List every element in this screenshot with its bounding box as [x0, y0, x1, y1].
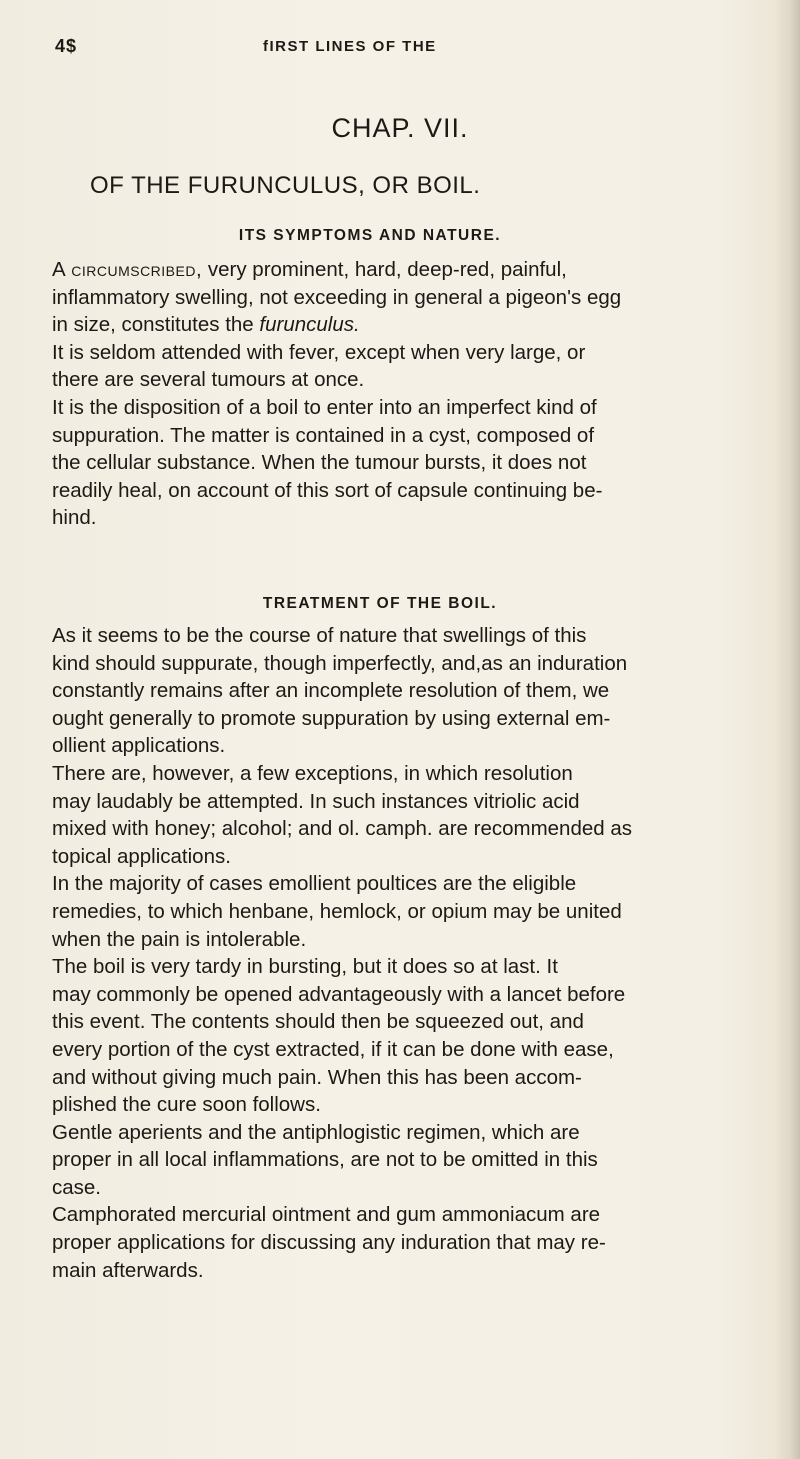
- line-text: there are several tumours at once.: [52, 368, 365, 392]
- line-text: and without giving much pain. When this has been accom-: [52, 1065, 582, 1089]
- text-line: [52, 1146, 768, 1174]
- line-text: suppuration. The matter is contained in a cyst, composed of: [52, 423, 595, 447]
- text-line: [52, 1201, 768, 1229]
- text-line: [52, 394, 768, 422]
- text-line: [52, 1091, 768, 1119]
- line-text: kind should suppurate, though imperfectly, and,as an induration: [52, 651, 628, 675]
- line-text: proper applications for discussing any induration that may re-: [52, 1231, 606, 1255]
- text-line: [52, 622, 768, 650]
- line-text: remedies, to which henbane, hemlock, or opium may be united: [52, 899, 622, 923]
- line-text: this event. The contents should then be squeezed out, and: [52, 1010, 584, 1034]
- line-text: proper in all local inflammations, are not to be omitted in this: [52, 1148, 598, 1172]
- page-edge-shadow: [774, 0, 800, 1459]
- line-text: ought generally to promote suppuration by using external em-: [52, 706, 611, 730]
- line-text: It is the disposition of a boil to enter into an imperfect kind of: [52, 395, 597, 419]
- line-text: the cellular substance. When the tumour bursts, it does not: [52, 451, 587, 475]
- text-line: [52, 256, 768, 284]
- page-number: 4$: [55, 36, 78, 56]
- page-header: [0, 36, 800, 66]
- text-line: [52, 898, 768, 926]
- line-text: case.: [52, 1175, 101, 1199]
- text-line: [52, 815, 768, 843]
- line-text: ollient applications.: [52, 734, 226, 758]
- section-body-symptoms: [52, 256, 768, 532]
- text-line: [52, 705, 768, 733]
- chapter-title: OF THE FURUNCULUS, OR BOIL.: [90, 172, 481, 199]
- text-line: [52, 981, 768, 1009]
- line-text: In the majority of cases emollient poultices are the eligible: [52, 872, 577, 896]
- line-text: It is seldom attended with fever, except when very large, or: [52, 340, 586, 364]
- line-text: There are, however, a few exceptions, in which resolution: [52, 761, 573, 785]
- line-text: when the pain is intolerable.: [52, 927, 307, 951]
- line-text: plished the cure soon follows.: [52, 1093, 321, 1117]
- line-text: Camphorated mercurial ointment and gum ammoniacum are: [52, 1203, 601, 1227]
- line-text: very prominent, hard, deep-red, painful,: [202, 258, 567, 281]
- line-text: may commonly be opened advantageously with a lancet before: [52, 982, 626, 1006]
- text-line: [52, 422, 768, 450]
- text-line: [52, 843, 768, 871]
- line-text: topical applications.: [52, 844, 231, 868]
- text-line: [52, 650, 768, 678]
- line-text: mixed with honey; alcohol; and ol. camph. are recommended as: [52, 817, 633, 841]
- section-heading-treatment: TREATMENT OF THE BOIL.: [262, 595, 498, 612]
- text-line: [52, 284, 768, 312]
- text-line: [52, 449, 768, 477]
- text-line: [52, 1036, 768, 1064]
- text-line: [52, 926, 768, 954]
- text-line: [52, 504, 768, 532]
- text-line: [52, 677, 768, 705]
- text-line: [52, 366, 768, 394]
- line-text: The boil is very tardy in bursting, but it does so at last. It: [52, 955, 558, 979]
- text-line: [52, 311, 768, 339]
- chapter-number: CHAP. VII.: [331, 113, 469, 143]
- line-text: in size, constitutes the: [52, 313, 260, 337]
- text-line: [52, 870, 768, 898]
- text-line: [52, 1119, 768, 1147]
- line-text: readily heal, on account of this sort of capsule continuing be-: [52, 478, 603, 502]
- line-text: constantly remains after an incomplete resolution of them, we: [52, 679, 610, 703]
- line-text: main afterwards.: [52, 1258, 204, 1282]
- line-text: inflammatory swelling, not exceeding in general a pigeon's egg: [52, 285, 622, 309]
- italic-term: furunculus.: [259, 313, 360, 337]
- text-line: [52, 788, 768, 816]
- text-line: [52, 1064, 768, 1092]
- text-line: [52, 953, 768, 981]
- section-body-treatment: [52, 622, 768, 1284]
- line-text: As it seems to be the course of nature that swellings of this: [52, 624, 587, 647]
- text-line: [52, 732, 768, 760]
- text-line: [52, 760, 768, 788]
- section-heading-symptoms: ITS SYMPTOMS AND NATURE.: [238, 227, 502, 244]
- text-line: [52, 1229, 768, 1257]
- text-line: [52, 477, 768, 505]
- line-text: may laudably be attempted. In such instances vitriolic acid: [52, 789, 580, 813]
- line-text: Gentle aperients and the antiphlogistic regimen, which are: [52, 1120, 580, 1144]
- text-line: [52, 339, 768, 367]
- running-head: fIRST LINES OF THE: [263, 38, 437, 55]
- lead-small-caps: A circumscribed,: [52, 258, 203, 281]
- text-line: [52, 1174, 768, 1202]
- line-text: every portion of the cyst extracted, if it can be done with ease,: [52, 1037, 614, 1061]
- line-text: hind.: [52, 506, 97, 530]
- text-line: [52, 1257, 768, 1285]
- text-line: [52, 1008, 768, 1036]
